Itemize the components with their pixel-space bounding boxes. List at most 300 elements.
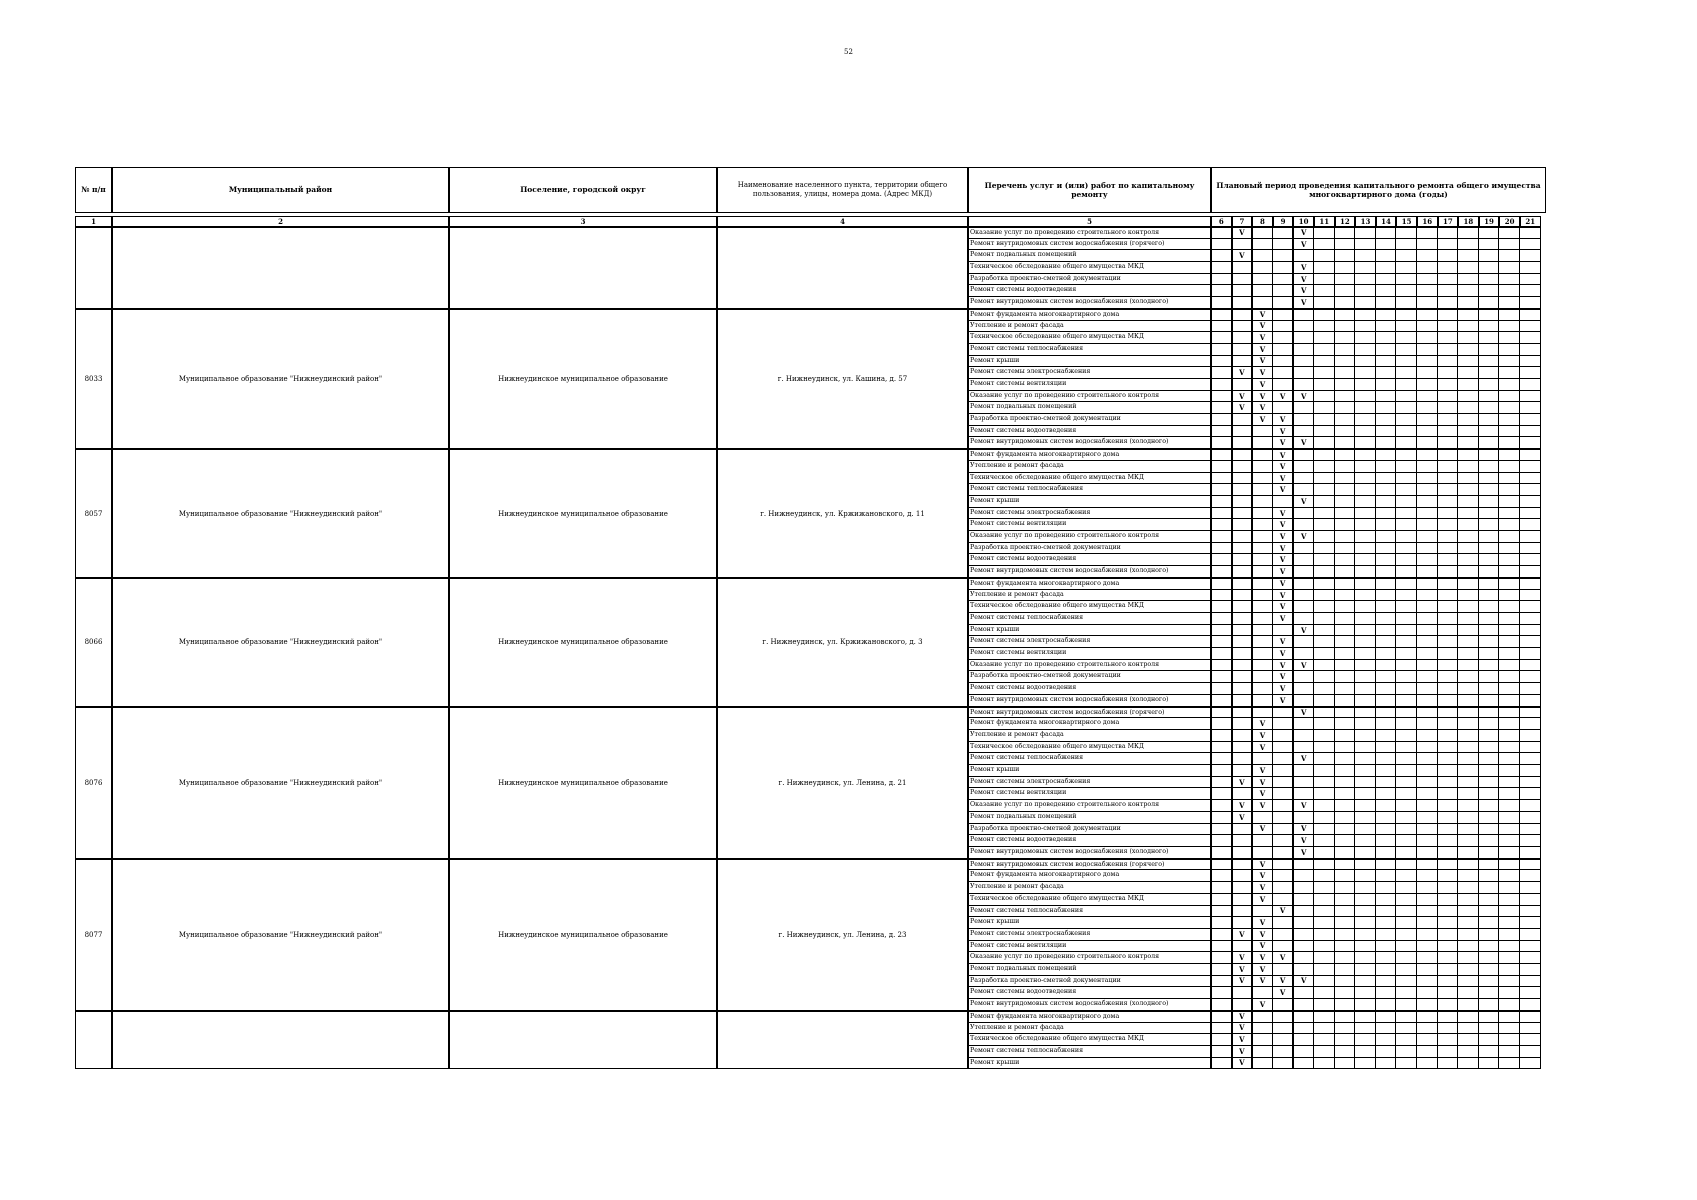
work-row [968,730,1541,742]
year-cell-13 [1355,274,1376,286]
work-name: Утепление и ремонт фасада [968,461,1211,473]
year-cell-13 [1355,999,1376,1011]
year-cell-10 [1293,952,1314,964]
year-cell-15 [1396,660,1417,672]
year-cell-12 [1335,554,1356,566]
work-name: Ремонт крыши [968,356,1211,368]
year-cell-11 [1314,730,1335,742]
year-cell-16 [1417,859,1438,871]
year-cell-15 [1396,847,1417,859]
year-cell-16 [1417,671,1438,683]
year-cell-19 [1479,730,1500,742]
year-cell-12 [1335,402,1356,414]
work-row [968,426,1541,438]
year-cell-19 [1479,648,1500,660]
year-cell-12 [1335,449,1356,461]
year-cell-15 [1396,449,1417,461]
year-cell-18 [1458,262,1479,274]
house-group [75,859,1546,1011]
column-numbers-row [75,216,1546,227]
year-cell-7 [1232,788,1253,800]
year-cell-13 [1355,964,1376,976]
year-cell-8 [1252,613,1273,625]
year-cell-11 [1314,437,1335,449]
settlement-cell: Нижнеудинское муниципальное образование [449,859,717,1011]
year-cell-6 [1211,730,1232,742]
work-name: Ремонт внутридомовых систем водоснабжения (холодного) [968,437,1211,449]
year-cell-10 [1293,777,1314,789]
year-cell-18 [1458,753,1479,765]
year-cell-8 [1252,496,1273,508]
year-cell-17 [1438,508,1459,520]
year-cell-12 [1335,250,1356,262]
year-cell-10 [1293,917,1314,929]
year-cell-19 [1479,356,1500,368]
year-cell-17 [1438,683,1459,695]
year-cell-16 [1417,391,1438,403]
year-mark-10: V [1293,285,1314,297]
work-row [968,847,1541,859]
year-mark-9: V [1273,414,1294,426]
year-cell-13 [1355,812,1376,824]
year-cell-10 [1293,941,1314,953]
year-cell-12 [1335,590,1356,602]
work-name: Техническое обследование общего имущества МКД [968,332,1211,344]
work-name: Ремонт системы теплоснабжения [968,1046,1211,1058]
year-cell-19 [1479,578,1500,590]
year-cell-11 [1314,391,1335,403]
year-cell-15 [1396,906,1417,918]
year-cell-17 [1438,543,1459,555]
year-cell-18 [1458,1058,1479,1070]
year-cell-20 [1499,941,1520,953]
year-cell-18 [1458,613,1479,625]
year-cell-17 [1438,239,1459,251]
year-cell-20 [1499,660,1520,672]
year-cell-16 [1417,554,1438,566]
work-name: Ремонт системы электроснабжения [968,367,1211,379]
year-cell-6 [1211,285,1232,297]
year-cell-20 [1499,437,1520,449]
year-cell-18 [1458,566,1479,578]
year-cell-12 [1335,929,1356,941]
year-cell-6 [1211,508,1232,520]
year-cell-7 [1232,660,1253,672]
work-row [968,882,1541,894]
year-cell-21 [1520,437,1541,449]
year-cell-11 [1314,859,1335,871]
year-cell-12 [1335,1011,1356,1023]
year-cell-11 [1314,964,1335,976]
work-name: Ремонт системы теплоснабжения [968,484,1211,496]
year-cell-18 [1458,496,1479,508]
year-cell-17 [1438,1058,1459,1070]
year-cell-10 [1293,695,1314,707]
house-group [75,707,1546,859]
year-cell-18 [1458,882,1479,894]
work-name: Ремонт системы вентиляции [968,519,1211,531]
year-mark-7: V [1232,1046,1253,1058]
year-cell-16 [1417,800,1438,812]
year-cell-18 [1458,414,1479,426]
work-name: Утепление и ремонт фасада [968,730,1211,742]
address-cell: г. Нижнеудинск, ул. Ленина, д. 21 [717,707,968,859]
year-cell-16 [1417,461,1438,473]
page-number: 52 [844,48,853,56]
year-cell-9 [1273,250,1294,262]
year-cell-20 [1499,531,1520,543]
work-name: Ремонт фундамента многоквартирного дома [968,578,1211,590]
year-cell-20 [1499,952,1520,964]
year-cell-16 [1417,952,1438,964]
column-number: 12 [1335,216,1356,227]
year-cell-6 [1211,426,1232,438]
year-cell-13 [1355,531,1376,543]
year-cell-10 [1293,730,1314,742]
year-cell-15 [1396,695,1417,707]
year-cell-14 [1376,777,1397,789]
column-number: 15 [1396,216,1417,227]
year-cell-21 [1520,543,1541,555]
year-cell-11 [1314,882,1335,894]
year-cell-11 [1314,484,1335,496]
year-cell-12 [1335,1046,1356,1058]
year-cell-14 [1376,543,1397,555]
year-mark-7: V [1232,964,1253,976]
year-cell-9 [1273,765,1294,777]
year-cell-18 [1458,519,1479,531]
year-cell-19 [1479,344,1500,356]
year-cell-7 [1232,882,1253,894]
year-cell-8 [1252,1023,1273,1035]
year-cell-16 [1417,578,1438,590]
year-cell-7 [1232,906,1253,918]
year-cell-13 [1355,285,1376,297]
year-cell-7 [1232,332,1253,344]
work-name: Ремонт фундамента многоквартирного дома [968,870,1211,882]
year-cell-6 [1211,601,1232,613]
year-cell-19 [1479,496,1500,508]
work-name: Техническое обследование общего имущества МКД [968,894,1211,906]
year-cell-13 [1355,402,1376,414]
year-cell-15 [1396,987,1417,999]
year-cell-14 [1376,765,1397,777]
year-cell-9 [1273,274,1294,286]
year-cell-10 [1293,718,1314,730]
year-cell-17 [1438,531,1459,543]
work-name: Ремонт крыши [968,917,1211,929]
work-name: Ремонт подвальных помещений [968,250,1211,262]
year-cell-21 [1520,566,1541,578]
year-cell-13 [1355,742,1376,754]
year-cell-10 [1293,554,1314,566]
year-cell-14 [1376,519,1397,531]
year-mark-10: V [1293,625,1314,637]
year-mark-9: V [1273,590,1294,602]
year-cell-11 [1314,321,1335,333]
year-mark-8: V [1252,976,1273,988]
year-cell-7 [1232,613,1253,625]
year-cell-16 [1417,730,1438,742]
work-row [968,274,1541,286]
year-cell-10 [1293,356,1314,368]
year-cell-13 [1355,239,1376,251]
year-cell-18 [1458,906,1479,918]
year-cell-11 [1314,812,1335,824]
year-cell-7 [1232,601,1253,613]
year-cell-14 [1376,332,1397,344]
year-cell-7 [1232,847,1253,859]
work-row [968,297,1541,309]
year-cell-16 [1417,590,1438,602]
year-cell-16 [1417,484,1438,496]
year-cell-9 [1273,239,1294,251]
year-cell-9 [1273,870,1294,882]
address-cell: г. Нижнеудинск, ул. Кашина, д. 57 [717,309,968,449]
year-cell-19 [1479,321,1500,333]
year-cell-15 [1396,578,1417,590]
year-cell-6 [1211,917,1232,929]
work-name: Ремонт внутридомовых систем водоснабжения (горячего) [968,859,1211,871]
year-cell-14 [1376,906,1397,918]
year-cell-11 [1314,707,1335,719]
year-cell-8 [1252,906,1273,918]
year-cell-12 [1335,683,1356,695]
year-cell-21 [1520,765,1541,777]
year-mark-7: V [1232,952,1253,964]
year-cell-18 [1458,543,1479,555]
year-cell-19 [1479,262,1500,274]
year-cell-6 [1211,859,1232,871]
year-cell-15 [1396,1046,1417,1058]
year-cell-20 [1499,239,1520,251]
year-cell-6 [1211,332,1232,344]
year-cell-7 [1232,987,1253,999]
year-cell-19 [1479,274,1500,286]
year-cell-10 [1293,788,1314,800]
year-cell-6 [1211,250,1232,262]
year-cell-7 [1232,742,1253,754]
year-cell-19 [1479,777,1500,789]
year-cell-21 [1520,1046,1541,1058]
work-row [968,964,1541,976]
year-cell-8 [1252,274,1273,286]
work-row [968,976,1541,988]
year-mark-10: V [1293,707,1314,719]
year-cell-15 [1396,730,1417,742]
year-cell-21 [1520,554,1541,566]
year-cell-6 [1211,952,1232,964]
work-row [968,414,1541,426]
year-cell-19 [1479,332,1500,344]
year-cell-19 [1479,531,1500,543]
year-cell-21 [1520,929,1541,941]
year-cell-21 [1520,648,1541,660]
work-row [968,332,1541,344]
year-mark-9: V [1273,391,1294,403]
year-cell-11 [1314,332,1335,344]
year-cell-7 [1232,543,1253,555]
year-mark-10: V [1293,274,1314,286]
year-cell-18 [1458,1023,1479,1035]
year-cell-6 [1211,274,1232,286]
work-name: Оказание услуг по проведению строительного контроля [968,952,1211,964]
year-cell-19 [1479,882,1500,894]
year-cell-6 [1211,437,1232,449]
year-cell-15 [1396,671,1417,683]
year-cell-13 [1355,917,1376,929]
year-cell-12 [1335,695,1356,707]
year-cell-11 [1314,262,1335,274]
year-cell-20 [1499,671,1520,683]
year-cell-7 [1232,449,1253,461]
year-cell-6 [1211,636,1232,648]
year-mark-9: V [1273,601,1294,613]
year-mark-9: V [1273,449,1294,461]
year-cell-11 [1314,906,1335,918]
year-cell-16 [1417,274,1438,286]
year-cell-18 [1458,707,1479,719]
year-cell-7 [1232,437,1253,449]
year-cell-14 [1376,554,1397,566]
year-cell-20 [1499,847,1520,859]
year-cell-18 [1458,999,1479,1011]
year-cell-21 [1520,1034,1541,1046]
column-number: 7 [1232,216,1253,227]
year-cell-13 [1355,987,1376,999]
column-number: 8 [1252,216,1273,227]
year-cell-10 [1293,473,1314,485]
year-cell-16 [1417,906,1438,918]
year-cell-10 [1293,964,1314,976]
year-cell-12 [1335,473,1356,485]
year-cell-20 [1499,613,1520,625]
year-cell-15 [1396,777,1417,789]
year-cell-11 [1314,250,1335,262]
year-cell-21 [1520,835,1541,847]
year-cell-18 [1458,917,1479,929]
year-cell-6 [1211,929,1232,941]
year-cell-21 [1520,636,1541,648]
year-cell-6 [1211,1058,1232,1070]
work-name: Ремонт системы водоотведения [968,554,1211,566]
work-row [968,449,1541,461]
year-cell-18 [1458,239,1479,251]
work-name: Ремонт системы вентиляции [968,941,1211,953]
year-cell-8 [1252,531,1273,543]
year-cell-17 [1438,835,1459,847]
year-cell-17 [1438,484,1459,496]
year-cell-7 [1232,917,1253,929]
year-mark-9: V [1273,987,1294,999]
year-cell-17 [1438,952,1459,964]
year-cell-19 [1479,508,1500,520]
year-mark-8: V [1252,917,1273,929]
year-cell-7 [1232,426,1253,438]
year-mark-9: V [1273,906,1294,918]
year-cell-11 [1314,683,1335,695]
year-cell-18 [1458,402,1479,414]
year-cell-13 [1355,566,1376,578]
year-cell-6 [1211,648,1232,660]
year-cell-10 [1293,309,1314,321]
year-cell-21 [1520,449,1541,461]
year-cell-17 [1438,929,1459,941]
settlement-cell [449,227,717,309]
year-cell-14 [1376,297,1397,309]
year-cell-13 [1355,882,1376,894]
year-cell-18 [1458,660,1479,672]
year-cell-14 [1376,917,1397,929]
year-cell-9 [1273,800,1294,812]
work-name: Ремонт внутридомовых систем водоснабжения (холодного) [968,566,1211,578]
year-mark-8: V [1252,414,1273,426]
year-cell-13 [1355,332,1376,344]
year-mark-8: V [1252,718,1273,730]
header-settlement: Поселение, городской округ [449,167,717,213]
year-cell-20 [1499,297,1520,309]
year-cell-21 [1520,531,1541,543]
year-cell-12 [1335,906,1356,918]
work-row [968,543,1541,555]
year-cell-17 [1438,566,1459,578]
year-cell-16 [1417,262,1438,274]
year-cell-18 [1458,309,1479,321]
year-cell-20 [1499,835,1520,847]
year-cell-16 [1417,695,1438,707]
year-cell-13 [1355,426,1376,438]
work-name: Ремонт системы электроснабжения [968,929,1211,941]
year-cell-7 [1232,683,1253,695]
year-cell-10 [1293,367,1314,379]
year-cell-15 [1396,414,1417,426]
year-mark-8: V [1252,730,1273,742]
year-cell-18 [1458,683,1479,695]
year-cell-20 [1499,309,1520,321]
work-row [968,227,1541,239]
column-number: 3 [449,216,717,227]
year-cell-19 [1479,847,1500,859]
year-cell-6 [1211,987,1232,999]
year-cell-21 [1520,660,1541,672]
year-cell-17 [1438,1034,1459,1046]
year-cell-19 [1479,917,1500,929]
year-cell-7 [1232,274,1253,286]
column-number: 14 [1376,216,1397,227]
year-cell-10 [1293,906,1314,918]
year-cell-15 [1396,262,1417,274]
year-cell-15 [1396,297,1417,309]
year-cell-17 [1438,976,1459,988]
year-cell-10 [1293,543,1314,555]
year-cell-18 [1458,742,1479,754]
work-name: Техническое обследование общего имущества МКД [968,473,1211,485]
year-cell-6 [1211,976,1232,988]
year-cell-14 [1376,707,1397,719]
year-cell-20 [1499,987,1520,999]
year-cell-20 [1499,753,1520,765]
year-cell-12 [1335,519,1356,531]
column-number: 20 [1499,216,1520,227]
year-cell-13 [1355,788,1376,800]
year-cell-21 [1520,800,1541,812]
year-cell-14 [1376,941,1397,953]
year-cell-15 [1396,718,1417,730]
work-row [968,531,1541,543]
year-cell-19 [1479,753,1500,765]
year-cell-19 [1479,590,1500,602]
year-cell-21 [1520,870,1541,882]
